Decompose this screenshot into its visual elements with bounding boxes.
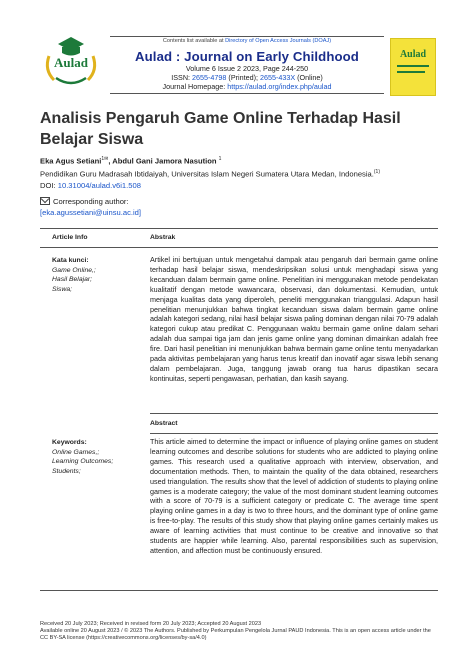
issn-prefix: ISSN:	[171, 73, 191, 83]
cover-text: Aulad	[399, 49, 427, 60]
abstrak-header: Abstrak	[150, 234, 176, 241]
article-title: Analisis Pengaruh Game Online Terhadap Hasil Belajar Siswa	[40, 110, 401, 148]
table-top-rule	[40, 228, 438, 229]
homepage-line	[110, 82, 384, 91]
article-info-header: Article Info	[52, 234, 88, 241]
volume-line: Volume 6 Issue 2 2023, Page 244-250	[185, 64, 309, 73]
kata-kunci-label: Kata kunci:	[52, 257, 89, 264]
doaj-link[interactable]: Directory of Open Access Journals (DOAJ)	[225, 38, 332, 44]
table-header-rule	[40, 247, 438, 248]
keyword-item: Students;	[52, 467, 81, 475]
logo-text: Aulad	[54, 55, 88, 70]
author-separator: ,	[108, 156, 113, 166]
issn-line	[110, 73, 384, 82]
envelope-icon	[40, 197, 50, 205]
abstract-separator	[150, 413, 438, 414]
issn-online-link[interactable]: 2655-433X	[259, 73, 296, 83]
keyword-item: Game Online,;	[52, 266, 96, 274]
abstract-header: Abstract	[150, 420, 178, 427]
keyword-item: Hasil Belajar;	[52, 276, 93, 284]
keywords-block	[52, 438, 136, 476]
issn-print-suffix: (Printed);	[228, 73, 258, 83]
author-line	[40, 156, 440, 166]
header-divider-bottom	[110, 93, 384, 94]
license-line: Available online 20 August 2023 / © 2023 The Authors. Published by Perkumpulan Pengelola Jurnal PAUD Indonesia. This is an open access article under the CC BY-SA license (https://creativecommons.org/licenses/by-sa/4.0)	[40, 628, 431, 642]
journal-title: Aulad : Journal on Early Childhood	[135, 49, 359, 64]
availability-line	[110, 38, 384, 44]
keyword-item: Learning Outcomes;	[52, 458, 114, 466]
abstrak-body: Artikel ini bertujuan untuk mengetahui dampak atau pengaruh dari bermain game online terhadap hasil belajar siswa, mendeskripsikan solusi untuk menghadapi siswa yang kecanduan dalam bermain game online. Penelitian ini menggunakan metode pendekatan kualitatif dengan metode wawancara, observasi, dan dokumentasi. Kemudian, untuk menjaga kualitas data yang diperoleh, peneliti menggunakan trianggulasi. Adapun hasil penelitian menunjukkan bahwa tingkat kecanduan siswa dalam bermain game online adalah kategori sedang, nilai hasil belajar siswa paling dominan dengan nilai 70-79 adalah kategori cukup atau predikat C. Penggunaan waktu bermain game online dalam sehari adalah dua sampai tiga jam dan jenis game online yang dominan dimainkan adalah free fire. Dari hasil penelitian ini menunjukkan bahwa bermain game online tentu menyadarkan pada aktivitas pembelajaran yang harus terus kreatif dan inovatif agar siswa lebih senang dalam pembelajaran. Juga, tanggung jawab orang tua harus dipastikan secara kontinuitas, seperti pengawasan, perhatian, dan kasih sayang.	[150, 255, 438, 383]
corresponding-block	[40, 196, 440, 218]
cover-bar	[397, 71, 425, 73]
author-affiliation-mark: 1	[218, 156, 222, 162]
issn-online-suffix: (Online)	[297, 73, 323, 83]
corresponding-label: Corresponding author:	[53, 197, 129, 206]
doi-prefix: DOI:	[40, 180, 56, 190]
journal-cover	[390, 38, 436, 96]
homepage-link[interactable]: https://aulad.org/index.php/aulad	[227, 82, 332, 92]
availability-prefix: Contents list available at	[162, 38, 224, 44]
journal-logo	[40, 34, 102, 90]
cover-bar	[397, 65, 429, 67]
issn-print-link[interactable]: 2655-4798	[192, 73, 227, 83]
kata-kunci-block	[52, 256, 136, 294]
received-dates: Received 20 July 2023; Received in revised form 20 July 2023; Accepted 20 August 2023	[40, 621, 262, 627]
affiliation-block	[40, 167, 440, 191]
author-name: Abdul Gani Jamora Nasution	[112, 156, 217, 166]
abstract-header-rule	[150, 433, 438, 434]
affiliation-text: Pendidikan Guru Madrasah Ibtidaiyah, Universitas Islam Negeri Sumatera Utara Medan, Indonesia.	[40, 169, 374, 179]
journal-header	[110, 38, 384, 92]
keyword-item: Siswa;	[52, 285, 73, 293]
header-divider-top	[110, 36, 384, 37]
abstract-body: This article aimed to determine the impact or influence of playing online games on student learning outcomes and describe solutions for students who are addicted to playing online games. This research used a qualitative approach with interview, observation, and documentation methods. Then, to maintain the quality of the data obtained, researchers used triangulation. The results show that the level of addiction of students to playing online games is a moderate category; the value of the most dominant student learning outcomes with a score of 70-79 is a sufficient category or predicate C. The average time spent playing online games in a day is two to three hours, and the dominant type of online game is free-to-play. The results of this study show that playing online games certainly makes us aware of learning activities that must continue to be creative and innovative so that students are happier while learning. Also, parental responsibilities such as supervision, attention, and affection must be continuously ensured.	[150, 437, 438, 555]
keywords-label: Keywords:	[52, 439, 87, 446]
affiliation-mark: (1)	[373, 169, 380, 175]
homepage-prefix: Journal Homepage:	[162, 82, 226, 92]
footer	[40, 621, 440, 643]
table-bottom-rule	[40, 590, 438, 591]
author-affiliation-mark: 1✉	[101, 156, 109, 162]
corresponding-email-link[interactable]: [eka.agussetiani@uinsu.ac.id]	[40, 208, 142, 217]
author-name: Eka Agus Setiani	[40, 156, 102, 166]
keyword-item: Online Games,;	[52, 448, 100, 456]
doi-link[interactable]: 10.31004/aulad.v6i1.508	[57, 180, 141, 190]
